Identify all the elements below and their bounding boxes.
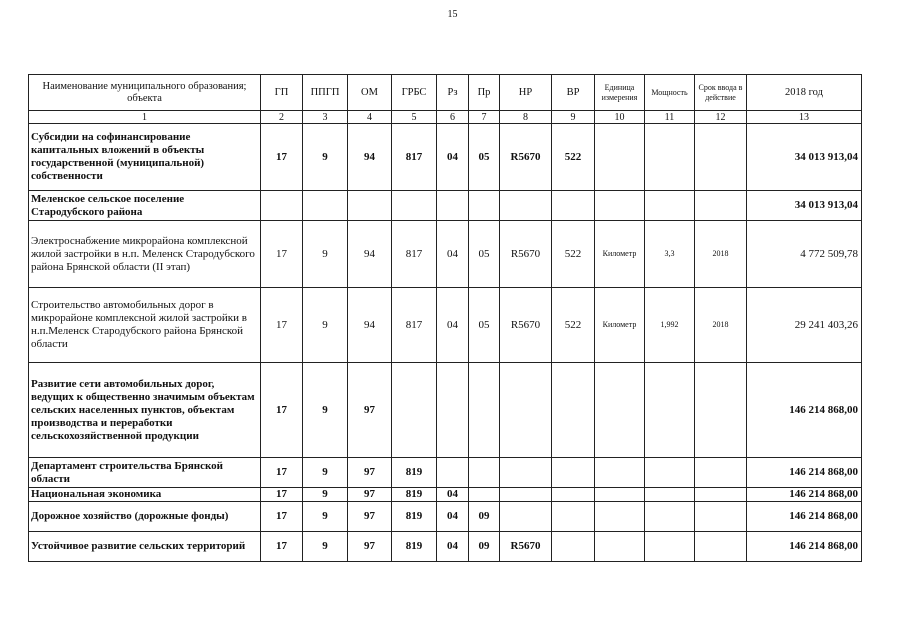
row-gp: 17 [261,221,303,288]
row-om: 94 [348,124,392,191]
page-number: 15 [447,9,458,20]
row-rz: 04 [437,124,469,191]
row-vr: 522 [552,124,595,191]
row-pr [469,488,500,502]
row-term [695,502,747,532]
row-ppgp: 9 [303,502,348,532]
row-grbs [392,191,437,221]
row-om: 97 [348,363,392,458]
row-rz: 04 [437,502,469,532]
row-power [645,458,695,488]
row-grbs: 817 [392,221,437,288]
row-term [695,191,747,221]
row-rz [437,191,469,221]
header-grbs: ГРБС [392,75,437,111]
row-vr [552,532,595,562]
row-ppgp: 9 [303,221,348,288]
row-name: Развитие сети автомобильных дорог, ведущих к общественно значимым объектам сельских населенных пунктов, объектам производства и переработки сельскохозяйственной продукции [29,363,261,458]
header-row [29,75,862,111]
row-term [695,458,747,488]
row-power [645,363,695,458]
row-power: 1,992 [645,288,695,363]
row-unit [595,502,645,532]
row-amount: 29 241 403,26 [747,288,862,363]
header-unit: Единица измерения [595,75,645,111]
row-gp [261,191,303,221]
row-rz: 04 [437,532,469,562]
row-gp: 17 [261,502,303,532]
row-name: Департамент строительства Брянской области [29,458,261,488]
row-vr: 522 [552,288,595,363]
row-amount: 34 013 913,04 [747,124,862,191]
row-nr: R5670 [500,288,552,363]
col-number: 2 [261,111,303,124]
row-unit [595,191,645,221]
row-amount: 146 214 868,00 [747,532,862,562]
table-row [29,458,862,488]
row-nr [500,458,552,488]
row-rz: 04 [437,221,469,288]
row-grbs [392,363,437,458]
row-name: Устойчивое развитие сельских территорий [29,532,261,562]
row-nr: R5670 [500,532,552,562]
row-term [695,124,747,191]
row-pr: 05 [469,124,500,191]
header-vr: ВР [552,75,595,111]
row-gp: 17 [261,288,303,363]
header-om: ОМ [348,75,392,111]
row-amount: 4 772 509,78 [747,221,862,288]
col-number: 7 [469,111,500,124]
row-pr: 09 [469,532,500,562]
header-term: Срок ввода в действие [695,75,747,111]
row-name: Дорожное хозяйство (дорожные фонды) [29,502,261,532]
col-number: 3 [303,111,348,124]
row-name: Национальная экономика [29,488,261,502]
row-grbs: 819 [392,532,437,562]
row-pr: 09 [469,502,500,532]
row-gp: 17 [261,124,303,191]
table-row [29,532,862,562]
table-row [29,124,862,191]
row-name: Строительство автомобильных дорог в микрорайоне комплексной жилой застройки в н.п.Меленск Стародубского района Брянской области [29,288,261,363]
row-power: 3,3 [645,221,695,288]
column-number-row [29,111,862,124]
row-term [695,363,747,458]
row-nr [500,363,552,458]
row-ppgp: 9 [303,363,348,458]
table-row [29,288,862,363]
col-number: 11 [645,111,695,124]
table-row [29,221,862,288]
row-unit [595,488,645,502]
row-name: Субсидии на софинансирование капитальных вложений в объекты государственной (муниципальной) собственности [29,124,261,191]
row-rz [437,458,469,488]
row-pr [469,191,500,221]
row-ppgp: 9 [303,458,348,488]
row-vr: 522 [552,221,595,288]
row-power [645,191,695,221]
header-gp: ГП [261,75,303,111]
row-power [645,502,695,532]
row-om: 94 [348,288,392,363]
row-power [645,124,695,191]
row-nr: R5670 [500,221,552,288]
row-nr [500,191,552,221]
row-om [348,191,392,221]
row-grbs: 819 [392,488,437,502]
row-power [645,532,695,562]
row-amount: 34 013 913,04 [747,191,862,221]
row-gp: 17 [261,532,303,562]
row-amount: 146 214 868,00 [747,363,862,458]
row-unit [595,532,645,562]
col-number: 13 [747,111,862,124]
row-gp: 17 [261,458,303,488]
col-number: 1 [29,111,261,124]
col-number: 9 [552,111,595,124]
row-pr [469,363,500,458]
row-rz: 04 [437,288,469,363]
row-ppgp [303,191,348,221]
row-nr: R5670 [500,124,552,191]
row-ppgp: 9 [303,288,348,363]
row-pr: 05 [469,221,500,288]
row-om: 97 [348,488,392,502]
row-term: 2018 [695,288,747,363]
row-rz [437,363,469,458]
row-vr [552,502,595,532]
row-unit: Километр [595,221,645,288]
row-om: 94 [348,221,392,288]
row-ppgp: 9 [303,532,348,562]
table-row [29,488,862,502]
col-number: 8 [500,111,552,124]
header-power: Мощность [645,75,695,111]
table-row [29,363,862,458]
header-year: 2018 год [747,75,862,111]
row-grbs: 817 [392,288,437,363]
row-om: 97 [348,532,392,562]
row-name: Электроснабжение микрорайона комплексной жилой застройки в н.п. Меленск Стародубского района Брянской области (II этап) [29,221,261,288]
header-pr: Пр [469,75,500,111]
table-row [29,191,862,221]
row-term: 2018 [695,221,747,288]
row-ppgp: 9 [303,488,348,502]
table-row [29,502,862,532]
col-number: 6 [437,111,469,124]
row-pr [469,458,500,488]
header-nr: НР [500,75,552,111]
row-unit [595,458,645,488]
row-name: Меленское сельское поселение Стародубского района [29,191,261,221]
row-grbs: 819 [392,502,437,532]
budget-table [28,74,862,562]
row-ppgp: 9 [303,124,348,191]
row-vr [552,363,595,458]
header-name: Наименование муниципального образования; объекта [29,75,261,111]
row-power [645,488,695,502]
row-vr [552,488,595,502]
row-unit [595,124,645,191]
row-grbs: 817 [392,124,437,191]
row-gp: 17 [261,363,303,458]
col-number: 5 [392,111,437,124]
col-number: 4 [348,111,392,124]
row-vr [552,191,595,221]
row-term [695,488,747,502]
row-rz: 04 [437,488,469,502]
row-om: 97 [348,458,392,488]
row-term [695,532,747,562]
header-ppgp: ППГП [303,75,348,111]
row-unit [595,363,645,458]
row-vr [552,458,595,488]
col-number: 12 [695,111,747,124]
row-amount: 146 214 868,00 [747,458,862,488]
row-gp: 17 [261,488,303,502]
row-amount: 146 214 868,00 [747,488,862,502]
row-unit: Километр [595,288,645,363]
row-om: 97 [348,502,392,532]
row-amount: 146 214 868,00 [747,502,862,532]
row-nr [500,502,552,532]
row-nr [500,488,552,502]
row-pr: 05 [469,288,500,363]
header-rz: Рз [437,75,469,111]
row-grbs: 819 [392,458,437,488]
col-number: 10 [595,111,645,124]
